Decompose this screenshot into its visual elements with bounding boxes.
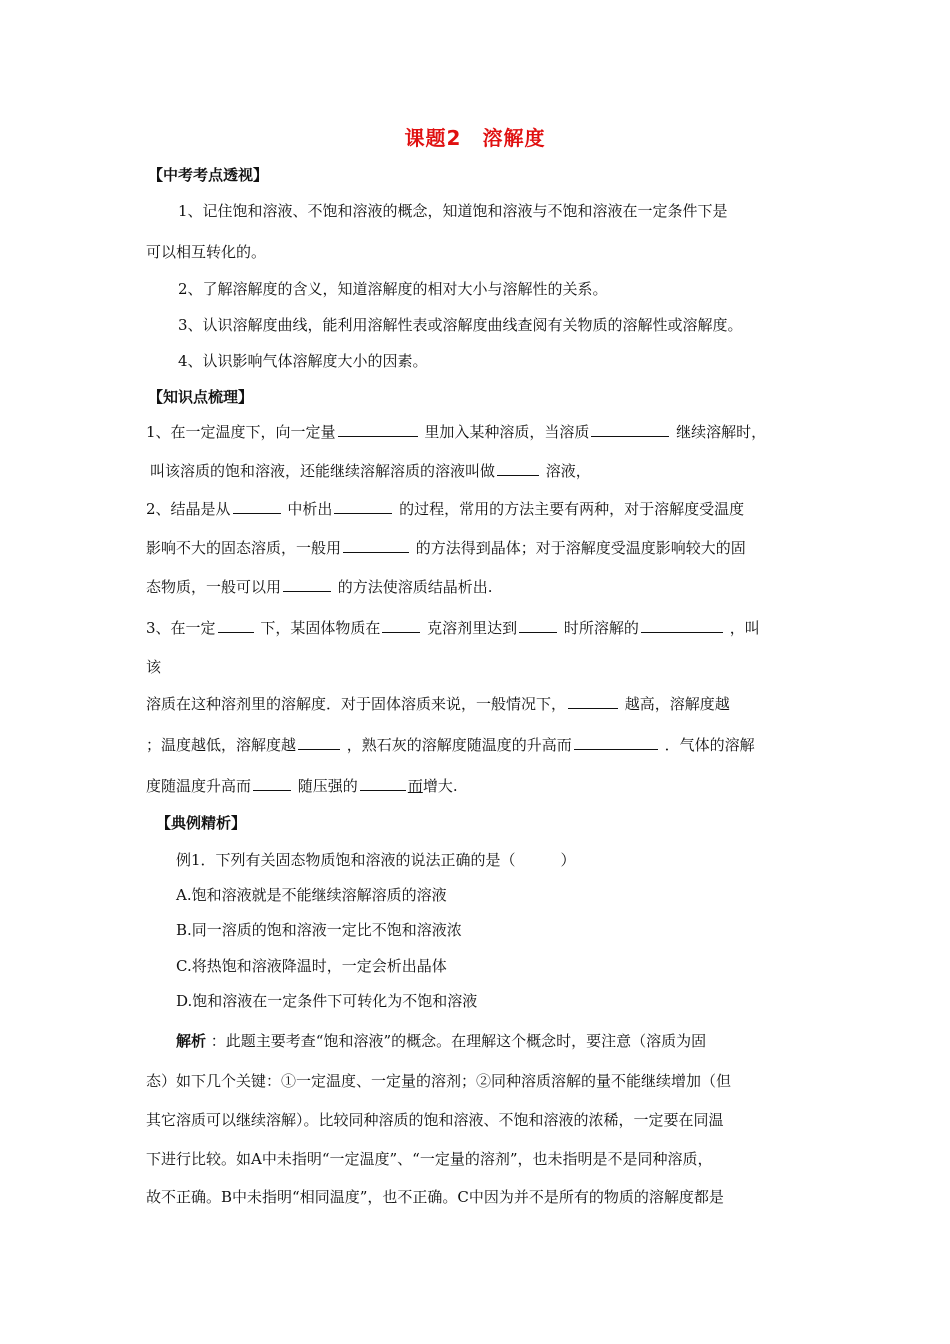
section-heading-examples: 【典例精析】 — [156, 814, 247, 832]
analysis-line-5: 故不正确。B中未指明“相同温度”，也不正确。C中因为并不是所有的物质的溶解度都是 — [146, 1188, 724, 1206]
text: 度随温度升高而 — [146, 777, 252, 795]
text: 的过程，常用的方法主要有两种，对于溶解度受温度 — [399, 500, 745, 518]
example-question: 例1．下列有关固态物质饱和溶液的说法正确的是（ ） — [176, 851, 576, 869]
text: 里加入某种溶质，当溶质 — [424, 423, 590, 441]
objective-2: 2、了解溶解度的含义，知道溶解度的相对大小与溶解性的关系。 — [178, 280, 608, 298]
text: 时所溶解的 — [563, 619, 639, 637]
text: ，熟石灰的溶解度随温度的升高而 — [346, 736, 572, 754]
text: 叫该溶质的饱和溶液，还能继续溶解溶质的溶液叫做 — [150, 462, 496, 480]
knowledge-3-line-2: 该 — [146, 658, 162, 676]
fill-blank[interactable] — [338, 422, 418, 437]
analysis-line-1 — [176, 1030, 706, 1051]
analysis-line-2: 态）如下几个关键：①一定温度、一定量的溶剂；②同种溶质溶解的量不能继续增加（但 — [146, 1072, 732, 1090]
fill-blank[interactable] — [591, 422, 669, 437]
knowledge-2-line-2 — [146, 537, 746, 558]
fill-blank[interactable] — [568, 694, 618, 709]
analysis-line-4: 下进行比较。如A中未指明“一定温度”、“一定量的溶剂”，也未指明是不是同种溶质， — [146, 1150, 713, 1168]
text: 3、在一定 — [146, 619, 216, 637]
fill-blank[interactable] — [233, 499, 281, 514]
text: 的方法使溶质结晶析出. — [337, 578, 493, 596]
text: 溶质在这种溶剂里的溶解度．对于固体溶质来说，一般情况下， — [146, 695, 567, 713]
knowledge-1-line-2 — [150, 460, 591, 481]
text: ，叫 — [729, 619, 760, 637]
text: 中析出 — [287, 500, 333, 518]
text: 溶液， — [545, 462, 591, 480]
option-b: B.同一溶质的饱和溶液一定比不饱和溶液浓 — [176, 921, 462, 939]
fill-blank[interactable] — [253, 776, 291, 791]
text: 而 — [407, 777, 423, 795]
text: 随压强的 — [297, 777, 358, 795]
text: 下，某固体物质在 — [260, 619, 381, 637]
text: ．气体的溶解 — [664, 736, 755, 754]
fill-blank[interactable] — [218, 618, 254, 633]
text: 克溶剂里达到 — [427, 619, 518, 637]
option-a: A.饱和溶液就是不能继续溶解溶质的溶液 — [176, 886, 447, 904]
knowledge-1-line-1 — [146, 421, 766, 442]
analysis-label: 解析 — [176, 1032, 207, 1050]
text: ：此题主要考查“饱和溶液”的概念。在理解这个概念时，要注意（溶质为固 — [210, 1032, 707, 1050]
section-heading-knowledge: 【知识点梳理】 — [148, 388, 254, 406]
fill-blank[interactable] — [382, 618, 420, 633]
text: 2、结晶是从 — [146, 500, 231, 518]
objective-1-line-2: 可以相互转化的。 — [146, 243, 267, 261]
objective-3: 3、认识溶解度曲线，能利用溶解性表或溶解度曲线查阅有关物质的溶解性或溶解度。 — [178, 316, 743, 334]
knowledge-3-line-1 — [146, 617, 760, 638]
fill-blank[interactable] — [298, 735, 340, 750]
text: 增大. — [422, 777, 458, 795]
page-title: 课题2 溶解度 — [404, 126, 546, 150]
text: 态物质，一般可以用 — [146, 578, 282, 596]
fill-blank[interactable] — [519, 618, 557, 633]
fill-blank[interactable] — [360, 776, 406, 791]
fill-blank[interactable] — [497, 461, 539, 476]
knowledge-3-line-3 — [146, 693, 730, 714]
objective-1-line-1: 1、记住饱和溶液、不饱和溶液的概念，知道饱和溶液与不饱和溶液在一定条件下是 — [178, 202, 728, 220]
text: 的方法得到晶体；对于溶解度受温度影响较大的固 — [415, 539, 746, 557]
knowledge-2-line-1 — [146, 498, 744, 519]
fill-blank[interactable] — [334, 499, 392, 514]
option-c: C.将热饱和溶液降温时，一定会析出晶体 — [176, 957, 447, 975]
text: 1、在一定温度下，向一定量 — [146, 423, 336, 441]
fill-blank[interactable] — [343, 538, 409, 553]
fill-blank[interactable] — [283, 577, 331, 592]
option-d: D.饱和溶液在一定条件下可转化为不饱和溶液 — [176, 992, 478, 1010]
objective-4: 4、认识影响气体溶解度大小的因素。 — [178, 352, 428, 370]
knowledge-3-line-4 — [146, 734, 755, 755]
knowledge-2-line-3 — [146, 576, 493, 597]
fill-blank[interactable] — [574, 735, 658, 750]
text: ；温度越低，溶解度越 — [146, 736, 297, 754]
knowledge-3-line-5 — [146, 775, 458, 796]
section-heading-exam-focus: 【中考考点透视】 — [148, 166, 269, 184]
analysis-line-3: 其它溶质可以继续溶解）。比较同种溶质的饱和溶液、不饱和溶液的浓稀，一定要在同温 — [146, 1111, 724, 1129]
text: 影响不大的固态溶质，一般用 — [146, 539, 342, 557]
fill-blank[interactable] — [641, 618, 723, 633]
text: 继续溶解时， — [676, 423, 767, 441]
text: 越高，溶解度越 — [624, 695, 730, 713]
